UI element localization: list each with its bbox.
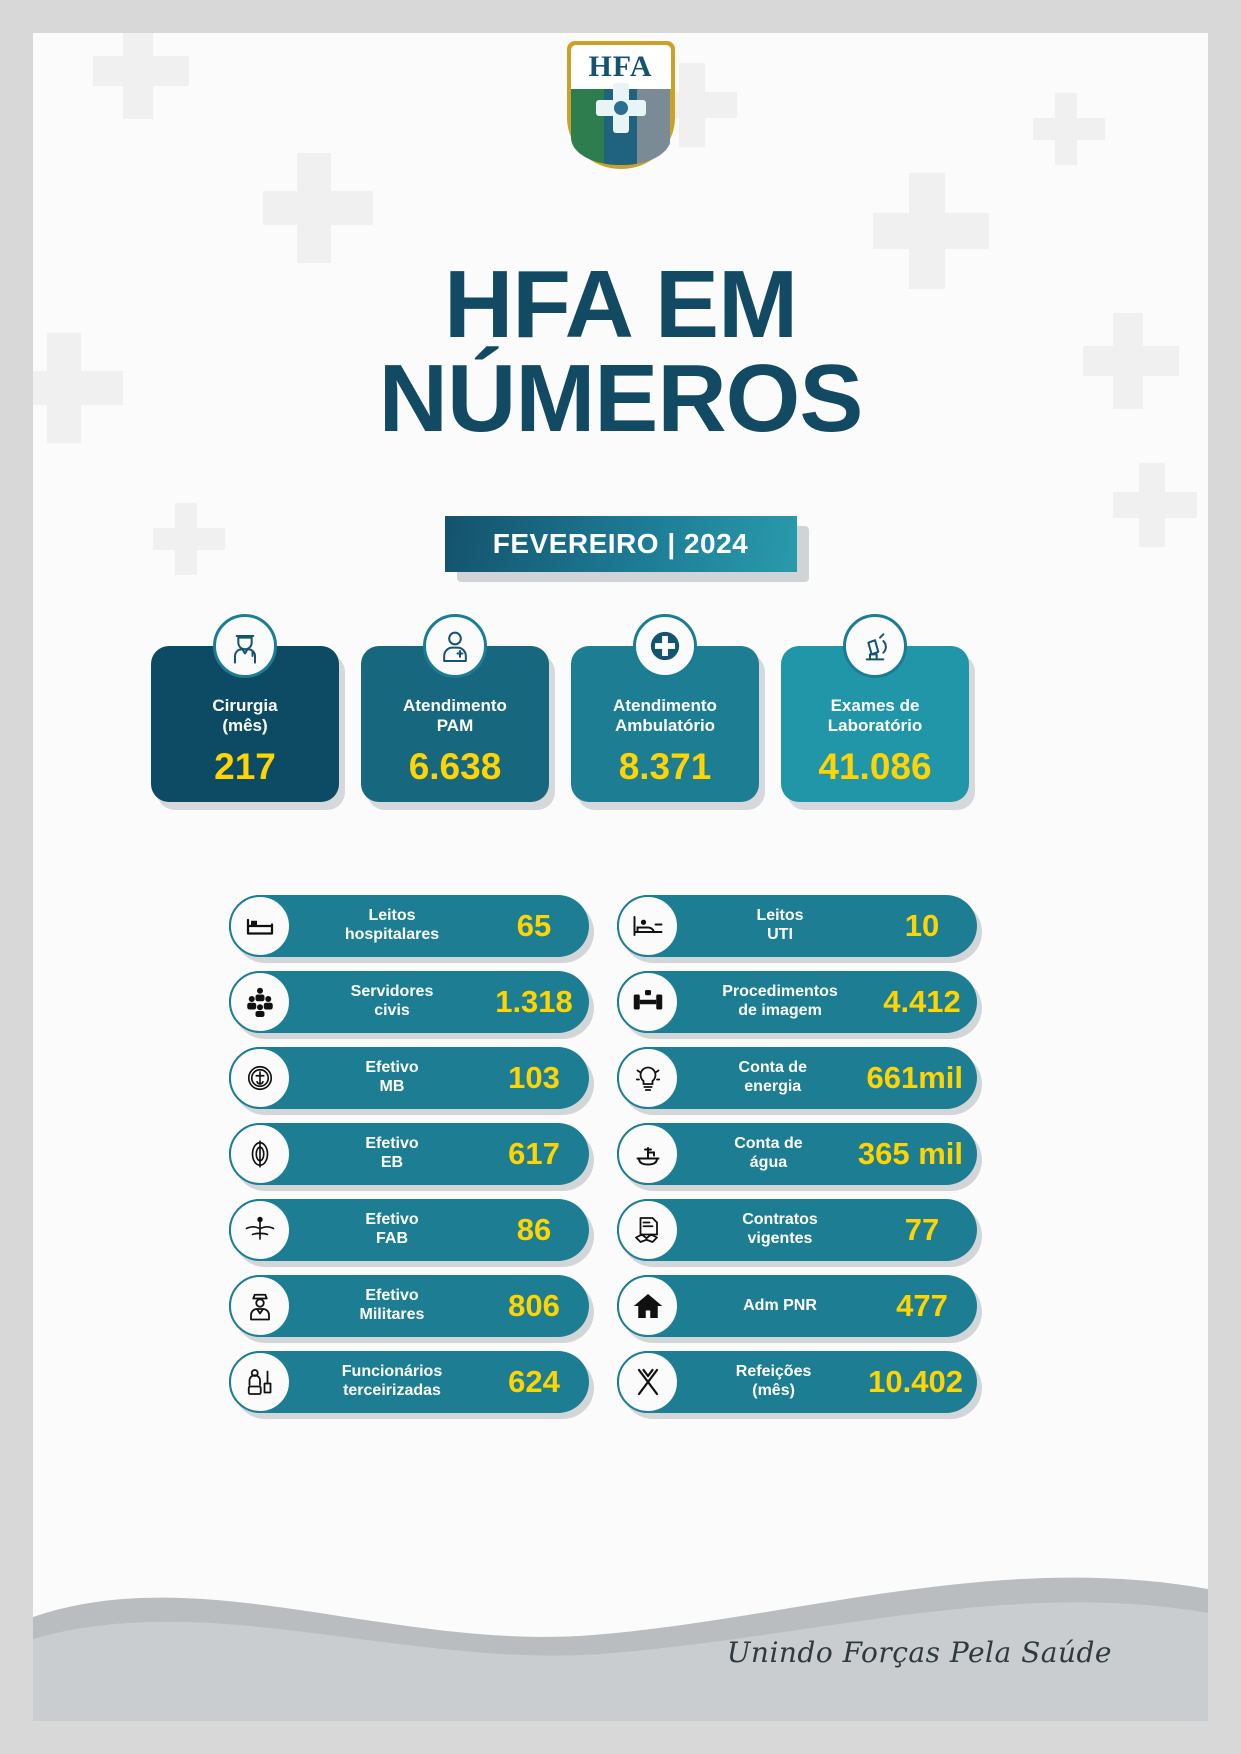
stat-value: 477: [896, 1288, 948, 1323]
stat-label-line-1: Conta de: [734, 1135, 803, 1153]
highlight-card-atendimento-pam: [361, 646, 549, 802]
card-label-line-2: (mês): [222, 716, 268, 736]
icu-bed-icon: [617, 895, 679, 957]
period-label: FEVEREIRO | 2024: [445, 516, 797, 572]
stat-label-line-1: Refeições: [735, 1363, 812, 1381]
stat-label-line-1: Leitos: [756, 907, 804, 925]
stat-row: [617, 1199, 977, 1261]
stat-label-line-2: água: [749, 1154, 788, 1171]
stat-label-line-2: EB: [380, 1154, 404, 1171]
stat-value: 10: [904, 908, 940, 943]
stat-label-line-2: civis: [374, 1002, 410, 1019]
stat-label-line-2: (mês): [752, 1382, 795, 1399]
stat-label-line-1: Efetivo: [365, 1287, 419, 1305]
highlight-card-atendimento-ambulatorio: [571, 646, 759, 802]
footer-wave: [33, 1531, 1208, 1721]
stat-row: [229, 1275, 589, 1337]
stat-label-line-1: Procedimentos: [722, 983, 838, 1001]
infographic-page: [33, 33, 1208, 1721]
stat-row: [229, 1123, 589, 1185]
stat-row: [617, 971, 977, 1033]
hfa-shield-icon: [567, 41, 675, 169]
stat-row: [617, 895, 977, 957]
stat-value: 4.412: [883, 984, 961, 1019]
stat-label-line-2: Militares: [359, 1306, 425, 1323]
highlight-card-exames-laboratorio: [781, 646, 969, 802]
medical-cross-icon: [633, 614, 697, 678]
lightbulb-icon: [617, 1047, 679, 1109]
stat-label-line-2: de imagem: [738, 1002, 822, 1019]
airforce-emblem-icon: [229, 1199, 291, 1261]
card-value: 8.371: [618, 746, 712, 788]
stat-value: 661mil: [866, 1060, 963, 1095]
stat-value: 65: [516, 908, 552, 943]
stat-label-line-2: energia: [744, 1078, 802, 1095]
stat-label-line-1: Efetivo: [365, 1135, 419, 1153]
stat-row: [617, 1123, 977, 1185]
stat-value: 86: [516, 1212, 552, 1247]
stat-row: [229, 1351, 589, 1413]
stat-value: 365 mil: [857, 1136, 963, 1171]
card-value: 217: [214, 746, 276, 788]
card-label-line-2: Ambulatório: [614, 716, 716, 736]
logo-text: HFA: [588, 50, 653, 83]
card-label-line-1: Exames de: [830, 696, 920, 715]
title-line-2: NÚMEROS: [378, 345, 863, 453]
card-label-line-1: Atendimento: [613, 696, 717, 715]
stat-label-line-2: terceirizadas: [343, 1382, 441, 1399]
stat-label-line-1: Efetivo: [365, 1211, 419, 1229]
highlight-card-cirurgia: [151, 646, 339, 802]
house-icon: [617, 1275, 679, 1337]
card-value: 6.638: [408, 746, 502, 788]
stat-value: 77: [904, 1212, 940, 1247]
soldier-icon: [229, 1275, 291, 1337]
period-ribbon: [445, 516, 797, 574]
microscope-icon: [843, 614, 907, 678]
page-title: [33, 251, 1208, 453]
stat-row: [229, 1047, 589, 1109]
card-label-line-1: Cirurgia: [212, 696, 278, 715]
stat-label-line-1: Contratos: [742, 1211, 818, 1229]
stat-label-line-2: vigentes: [747, 1230, 813, 1247]
shield-cross-icon: [594, 81, 648, 135]
stat-label-line-2: hospitalares: [344, 926, 440, 943]
stat-row: [229, 895, 589, 957]
handshake-contract-icon: [617, 1199, 679, 1261]
stat-label-line-1: Adm PNR: [743, 1296, 817, 1314]
slogan: Unindo Forças Pela Saúde: [726, 1636, 1112, 1669]
stat-row: [617, 1351, 977, 1413]
people-group-icon: [229, 971, 291, 1033]
stat-label-line-1: Leitos: [368, 907, 416, 925]
stat-value: 103: [508, 1060, 560, 1095]
stat-label-line-1: Servidores: [350, 983, 434, 1001]
stat-label-line-1: Conta de: [738, 1059, 807, 1077]
stat-value: 10.402: [868, 1364, 963, 1399]
stat-value: 624: [508, 1364, 560, 1399]
army-emblem-icon: [229, 1123, 291, 1185]
stat-label-line-2: FAB: [376, 1230, 408, 1247]
stat-value: 806: [508, 1288, 560, 1323]
stat-row: [617, 1275, 977, 1337]
surgeon-icon: [213, 614, 277, 678]
card-value: 41.086: [818, 746, 932, 788]
stat-label-line-1: Efetivo: [365, 1059, 419, 1077]
stat-row: [229, 971, 589, 1033]
title-line-1: HFA EM: [443, 251, 798, 358]
hfa-logo: [561, 41, 681, 169]
highlight-card-group: [151, 646, 1091, 802]
cutlery-icon: [617, 1351, 679, 1413]
stat-value: 617: [508, 1136, 560, 1171]
card-label-line-2: PAM: [436, 716, 474, 736]
stat-value: 1.318: [495, 984, 573, 1019]
card-label-line-2: Laboratório: [827, 716, 923, 736]
card-label-line-1: Atendimento: [403, 696, 507, 715]
navy-emblem-icon: [229, 1047, 291, 1109]
stat-row: [229, 1199, 589, 1261]
stat-label-line-2: MB: [379, 1078, 405, 1095]
faucet-icon: [617, 1123, 679, 1185]
stat-row-grid: [229, 895, 1015, 1413]
hospital-bed-icon: [229, 895, 291, 957]
stat-label-line-2: UTI: [767, 926, 793, 943]
stat-row: [617, 1047, 977, 1109]
stat-label-line-1: Funcionários: [341, 1363, 443, 1381]
doctor-icon: [423, 614, 487, 678]
cleaning-staff-icon: [229, 1351, 291, 1413]
imaging-machine-icon: [617, 971, 679, 1033]
